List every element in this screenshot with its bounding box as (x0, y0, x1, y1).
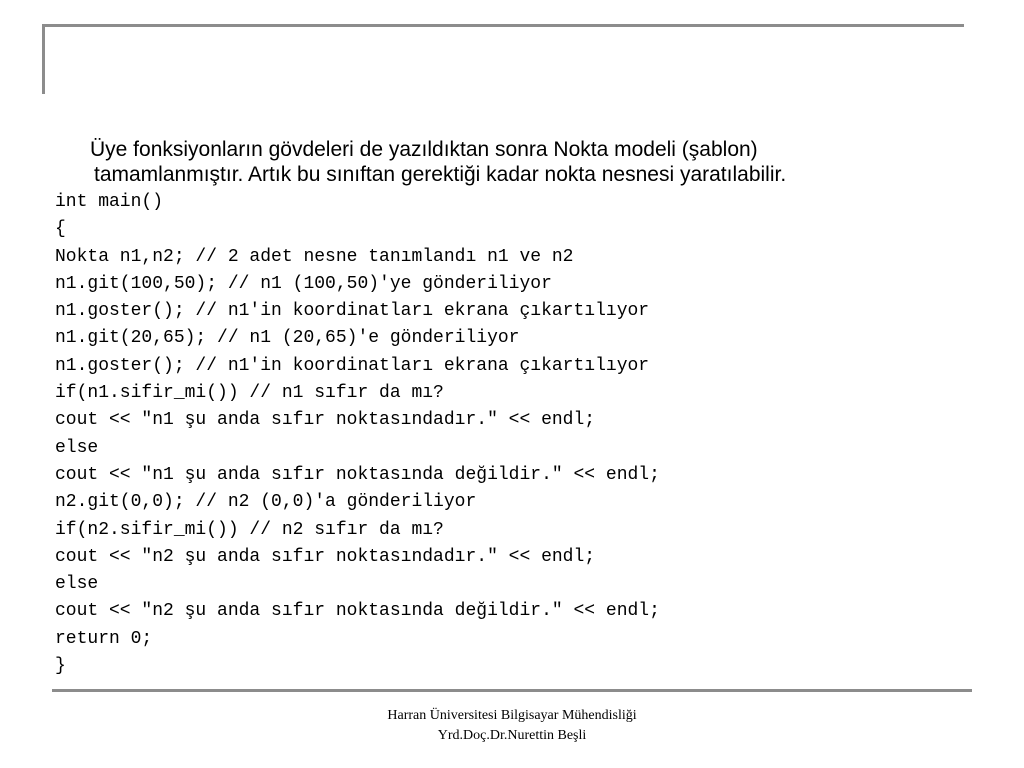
intro-paragraph (90, 137, 970, 187)
code-line: else (55, 574, 99, 595)
footer-author: Yrd.Doç.Dr.Nurettin Beşli (437, 728, 587, 743)
footer-institution: Harran Üniversitesi Bilgisayar Mühendisliği (387, 708, 637, 723)
code-line: n1.goster(); // n1'in koordinatları ekrana çıkartılıyor (55, 355, 650, 376)
code-line: cout << "n2 şu anda sıfır noktasında değildir." << endl; (55, 601, 660, 622)
code-line: Nokta n1,n2; // 2 adet nesne tanımlandı n1 ve n2 (55, 246, 574, 267)
footer-rule (52, 689, 972, 692)
code-line: n1.git(20,65); // n1 (20,65)'e gönderiliyor (55, 328, 520, 349)
code-line: n2.git(0,0); // n2 (0,0)'a gönderiliyor (55, 492, 477, 513)
code-line: else (55, 437, 99, 458)
code-line: if(n1.sifir_mi()) // n1 sıfır da mı? (55, 383, 444, 404)
code-line: cout << "n1 şu anda sıfır noktasındadır." << endl; (55, 410, 596, 431)
code-line: n1.goster(); // n1'in koordinatları ekrana çıkartılıyor (55, 301, 650, 322)
intro-line-2: tamamlanmıştır. Artık bu sınıftan gerektiği kadar nokta nesnesi yaratılabilir. (94, 163, 787, 186)
code-line: n1.git(100,50); // n1 (100,50)'ye gönderiliyor (55, 273, 552, 294)
slide-frame-left-rule (42, 24, 45, 94)
intro-line-1: Üye fonksiyonların gövdeleri de yazıldıktan sonra Nokta modeli (şablon) (90, 138, 758, 161)
code-line: cout << "n1 şu anda sıfır noktasında değildir." << endl; (55, 464, 660, 485)
code-line: cout << "n2 şu anda sıfır noktasındadır." << endl; (55, 546, 596, 567)
code-line: return 0; (55, 628, 153, 649)
code-line: { (55, 219, 66, 240)
code-line: int main() (55, 192, 164, 212)
code-line: if(n2.sifir_mi()) // n2 sıfır da mı? (55, 519, 444, 540)
code-line: } (55, 656, 66, 677)
slide-frame-top-rule (42, 24, 964, 27)
slide-footer (0, 706, 1024, 746)
code-listing (55, 189, 955, 680)
